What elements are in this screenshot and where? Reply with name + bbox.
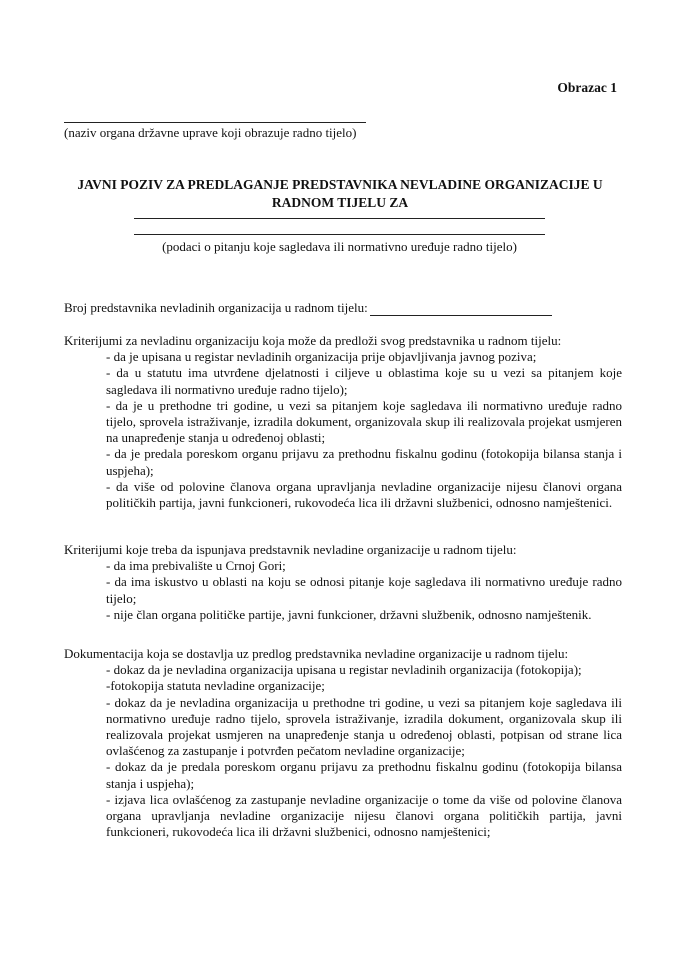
org-criteria-heading: Kriterijumi za nevladinu organizaciju koja može da predloži svog predstavnika u radnom tijelu: xyxy=(64,333,562,348)
organ-name-caption: (naziv organa državne uprave koji obrazuje radno tijelo) xyxy=(64,125,357,140)
org-criteria-section xyxy=(64,333,622,511)
rep-criteria-section xyxy=(64,542,622,623)
documentation-item: - izjava lica ovlašćenog za zastupanje nevladine organizacije o tome da više od polovine članova organa upravljanja nevladine organizacije nijesu članovi organa političkih partija, javni funkcioneri, rukovodeća lica ili državni službenici, odnosno namještenici; xyxy=(106,791,622,840)
title-line-1: JAVNI POZIV ZA PREDLAGANJE PREDSTAVNIKA NEVLADINE ORGANIZACIJE U xyxy=(77,177,603,192)
org-criteria-item: - da je predala poreskom organu prijavu za prethodnu fiskalnu godinu (fotokopija bilansa stanja i uspjeha); xyxy=(106,446,622,478)
documentation-item: - dokaz da je nevladina organizacija u prethodne tri godine, u vezi sa pitanjem koje sagledava ili normativno uređuje radno tijelo, sprovela istraživanje, izradila dokument, organizovala skup ili realizovala projekat usmjeren na unapređenje stanja u određenoj oblasti, potpisan od strane lica ovlašćenog za zastupanje i potvrđen pečatom nevladine organizacije; xyxy=(106,694,622,759)
representative-count-label: Broj predstavnika nevladinih organizacija u radnom tijelu: xyxy=(64,300,368,315)
rep-criteria-item: - da ima prebivalište u Crnoj Gori; xyxy=(106,558,286,574)
org-criteria-item: - da više od polovine članova organa upravljanja nevladine organizacije nijesu članovi organa političkih partija, javni funkcioneri, rukovodeća lica ili državni službenici, odnosno namještenici. xyxy=(106,478,622,511)
rep-criteria-item: - da ima iskustvo u oblasti na koju se odnosi pitanje koje sagledava ili normativno uređuje radno tijelo; xyxy=(106,574,622,606)
representative-count-row xyxy=(64,300,552,316)
document-title xyxy=(40,176,640,212)
rep-criteria-heading: Kriterijumi koje treba da ispunjava predstavnik nevladine organizacije u radnom tijelu: xyxy=(64,542,517,557)
org-criteria-item: - da je upisana u registar nevladinih organizacija prije objavljivanja javnog poziva; xyxy=(106,349,537,365)
subject-blank-line-2 xyxy=(134,233,545,235)
org-criteria-item: - da je u prethodne tri godine, u vezi sa pitanjem koje sagledava ili normativno uređuje radno tijelo, sprovela istraživanje, izradila dokument, organizovala skup ili realizovala projekat usmjeren na unapređenje stanja u određenoj oblasti; xyxy=(106,397,622,446)
subject-caption: (podaci o pitanju koje sagledava ili normativno uređuje radno tijelo) xyxy=(162,239,517,254)
documentation-item: - dokaz da je predala poreskom organu prijavu za prethodnu fiskalnu godinu (fotokopija bilansa stanja i uspjeha); xyxy=(106,759,622,791)
title-line-2: RADNOM TIJELU ZA xyxy=(271,195,409,210)
documentation-item: - dokaz da je nevladina organizacija upisana u registar nevladinih organizacija (fotokopija); xyxy=(106,662,582,678)
rep-criteria-item: - nije član organa političke partije, javni funkcioner, državni službenik, odnosno namještenik. xyxy=(106,606,592,622)
representative-count-blank xyxy=(370,303,552,316)
documentation-section xyxy=(64,646,622,840)
org-criteria-item: - da u statutu ima utvrđene djelatnosti i ciljeve u oblastima koje su u vezi sa pitanjem koje sagledava ili normativno uređuje radno tijelo); xyxy=(106,365,622,397)
documentation-item: -fotokopija statuta nevladine organizacije; xyxy=(106,678,325,694)
documentation-heading: Dokumentacija koja se dostavlja uz predlog predstavnika nevladine organizacije u radnom tijelu: xyxy=(64,646,569,661)
organ-name-blank-line xyxy=(64,110,366,123)
form-number: Obrazac 1 xyxy=(557,80,617,95)
subject-blank-line-1 xyxy=(134,217,545,219)
